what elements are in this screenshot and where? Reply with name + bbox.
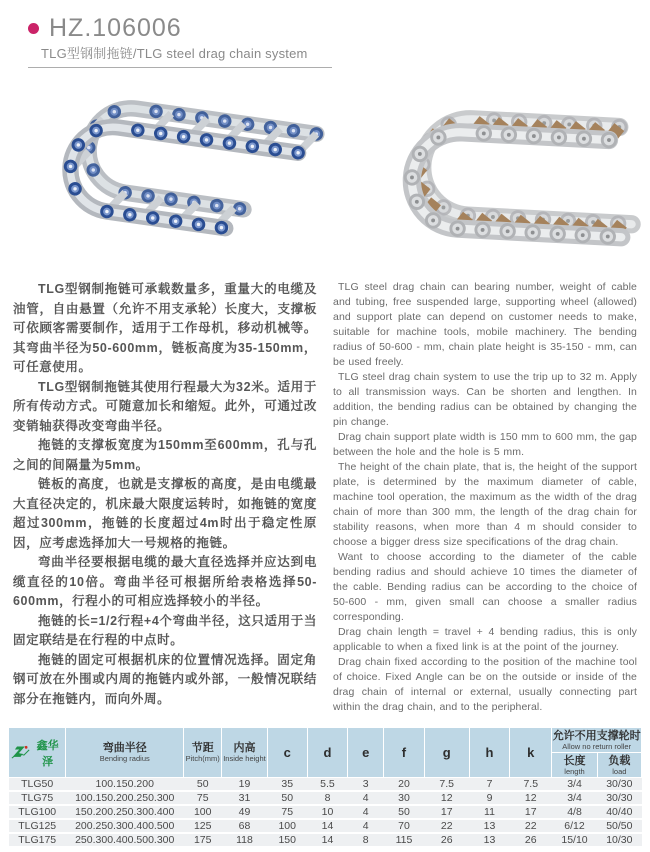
table-cell: 4 [348,819,384,833]
table-cell: 4 [348,791,384,805]
description-paragraph: Want to choose according to the diameter of the cable bending radius and should achieve 10 times the diameter of the cable. Bending radius can be according to the choice of 50-600 - mm, given small can choose a smaller radius corresponding. [333,551,637,623]
table-cell: 26 [510,833,552,847]
table-cell: 3/4 [552,791,597,805]
table-cell: 150.200.250.300.400 [66,805,184,819]
table-cell: 22 [510,819,552,833]
product-photo-left [12,80,330,272]
table-cell: 118 [222,833,267,847]
table-cell: 68 [222,819,267,833]
table-cell: 150 [267,833,307,847]
table-cell: 40/40 [597,805,641,819]
col-header-g: g [424,728,469,778]
table-cell: 175 [184,833,222,847]
description-paragraph: Drag chain length = travel + 4 bending radius, this is only applicable to when a fixed link is at the point of the journey. [333,626,637,653]
table-row [9,819,642,833]
table-cell: 200.250.300.400.500 [66,819,184,833]
table-cell: 100 [184,805,222,819]
table-cell: 10/30 [597,833,641,847]
table-cell: 30 [384,791,424,805]
col-group-no-return-roller: 允许不用支撑轮时 Allow no return roller [552,729,641,751]
table-cell: 3 [348,778,384,792]
page-header [0,0,650,68]
bullet-icon [28,23,39,34]
table-cell: 8 [348,833,384,847]
table-cell: 6/12 [552,819,597,833]
description-paragraph: TLG steel drag chain system to use the trip up to 32 m. Apply to all transmission ways. Can be shorten and lengthen. In addition, the bending radius can be obtained by changing the pin change. [333,371,637,428]
model-cell: TLG100 [9,805,66,819]
description-paragraph: 链板的高度，也就是支撑板的高度，是由电缆最大直径决定的，机床最大限度运转时，如拖链的宽度超过300mm，拖链的长度超过4m时出于稳定性原因，应考虑选择加大一号规格的拖链。 [13,477,317,550]
col-header-k: k [510,728,552,778]
description-paragraph: 拖链的长=1/2行程+4个弯曲半径，这只适用于当固定联结是在行程的中点时。 [13,613,317,647]
table-cell: 75 [184,791,222,805]
description-section [0,280,650,732]
table-cell: 9 [469,791,509,805]
table-cell: 17 [424,805,469,819]
product-images [0,80,650,272]
col-header-length: 长度 length [552,753,597,778]
description-paragraph: Drag chain support plate width is 150 mm to 600 mm, the gap between the hole and the hole is 5 mm. [333,431,637,458]
table-cell: 100.150.200 [66,778,184,792]
model-cell: TLG75 [9,791,66,805]
table-cell: 19 [222,778,267,792]
table-cell: 10 [307,805,347,819]
table-cell: 50 [384,805,424,819]
table-cell: 250.300.400.500.300 [66,833,184,847]
table-cell: 125 [184,819,222,833]
table-cell: 49 [222,805,267,819]
table-cell: 17 [510,805,552,819]
description-english [333,280,637,732]
product-photo-right [344,80,644,272]
table-cell: 13 [469,833,509,847]
brand-name: 鑫华泽 [36,739,59,768]
table-cell: 50 [267,791,307,805]
description-paragraph: 拖链的支撑板宽度为150mm至600mm，孔与孔之间的间隔量为5mm。 [13,438,317,472]
model-cell: TLG175 [9,833,66,847]
col-header-f: f [384,728,424,778]
page-subtitle: TLG型钢制拖链/TLG steel drag chain system [41,46,308,61]
table-cell: 13 [469,819,509,833]
table-cell: 4/8 [552,805,597,819]
table-cell: 3/4 [552,778,597,792]
table-cell: 8 [307,791,347,805]
table-cell: 30/30 [597,778,641,792]
table-cell: 22 [424,819,469,833]
description-paragraph: TLG型钢制拖链可承载数量多，重量大的电缆及油管，自由悬置（允许不用支承轮）长度大，支撑板可依顾客需要制作，适用于工作母机，移动机械等。其弯曲半径为50-600mm，链板高度为35-150mm，可任意使用。 [13,282,317,374]
subtitle-underline [28,43,332,68]
description-paragraph: The height of the chain plate, that is, the height of the support plate, is determined by the maximum diameter of cable, machine tool operation, the maximum as the width of the drag chain of more than 300 mm, the length of the drag chain for stability reasons, when more than 4 m should consider to choose a bigger dress size specifications of the drag chain. [333,461,637,548]
drag-chain-c-shape-illustration [344,82,644,270]
table-cell: 30/30 [597,791,641,805]
col-header-inside-height: 内高 Inside height [222,728,267,778]
table-row [9,805,642,819]
table-cell: 14 [307,819,347,833]
table-cell: 50 [184,778,222,792]
description-paragraph: TLG型钢制拖链其使用行程最大为32米。适用于所有传动方式。可随意加长和缩短。此外，可通过改变销轴获得改变弯曲半径。 [13,379,317,433]
table-row [9,833,642,847]
brand-logo-icon [11,745,30,760]
table-cell: 70 [384,819,424,833]
table-row [9,791,642,805]
table-row [9,778,642,792]
table-cell: 115 [384,833,424,847]
col-header-pitch: 节距 Pitch(mm) [184,728,222,778]
table-cell: 5.5 [307,778,347,792]
table-cell: 12 [510,791,552,805]
table-cell: 7 [469,778,509,792]
col-header-d: d [307,728,347,778]
table-cell: 75 [267,805,307,819]
model-cell: TLG50 [9,778,66,792]
table-cell: 20 [384,778,424,792]
spec-table-section [8,727,642,848]
table-cell: 15/10 [552,833,597,847]
col-header-load: 负载 load [597,753,641,778]
model-cell: TLG125 [9,819,66,833]
table-cell: 26 [424,833,469,847]
description-paragraph: TLG steel drag chain can bearing number, weight of cable and tubing, free suspended large, supporting wheel (allowed) and support plate can depend on customer needs to make, suitable for machine tools, mobile machinery. The bending radius of 50-600 - mm, chain plate height is 35-150 - mm, can be used freely. [333,281,637,368]
col-header-e: e [348,728,384,778]
table-cell: 7.5 [510,778,552,792]
table-cell: 14 [307,833,347,847]
table-cell: 50/50 [597,819,641,833]
table-cell: 7.5 [424,778,469,792]
table-cell: 4 [348,805,384,819]
table-cell: 100.150.200.250.300 [66,791,184,805]
spec-table [8,727,642,848]
description-chinese [13,280,317,732]
description-paragraph: Drag chain fixed according to the position of the machine tool of choice. Fixed Angle can be on the outside or inside of the drag chain of internal or external, usually connecting part within the drag chain, and to the peripheral. [333,656,637,713]
table-cell: 35 [267,778,307,792]
col-header-bending-radius: 弯曲半径 Bending radius [66,728,184,778]
col-header-h: h [469,728,509,778]
table-cell: 12 [424,791,469,805]
drag-chain-u-shape-illustration [12,82,330,270]
col-header-c: c [267,728,307,778]
description-paragraph: 弯曲半径要根据电缆的最大直径选择并应达到电缆直径的10倍。弯曲半径可根据所给表格选择50-600mm，行程小的可相应选择较小的半径。 [13,555,317,608]
table-cell: 11 [469,805,509,819]
product-code: HZ.106006 [49,14,182,42]
brand-logo-cell [9,728,66,778]
table-cell: 31 [222,791,267,805]
table-cell: 100 [267,819,307,833]
description-paragraph: 拖链的固定可根据机床的位置情况选择。固定角钢可放在外围或内周的拖链内或外部，一般情况联结部分在拖链内，而向外周。 [13,652,317,706]
